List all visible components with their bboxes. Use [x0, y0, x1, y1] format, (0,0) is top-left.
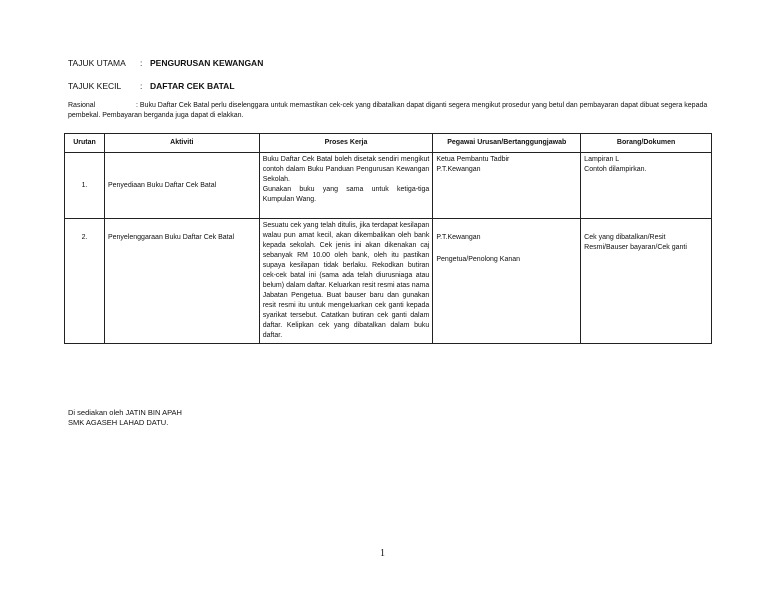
prepared-by-school: SMK AGASEH LAHAD DATU. [68, 418, 169, 427]
row-aktiviti: Penyelenggaraan Buku Daftar Cek Batal [104, 219, 259, 344]
proses-paragraph: Sesuatu cek yang telah ditulis, jika terdapat kesilapan walau pun amat kecil, akan dikembalikan oleh bank kepada sekolah. Cek jenis ini akan dikenakan caj sebanyak RM 10.00 oleh bank, oleh itu pastikan supaya kesilapan tidak berlaku. Rekodkan butiran cek-cek batal ini (sama ada telah diurusniaga atau belum) dalam daftar. Keluarkan resit resmi atas nama Jabatan Pengetua. Buat bauser baru dan gunakan resit resmi itu untuk mengeluarkan cek ganti kepada syarikat tersebut. Catatkan butiran cek ganti dalam daftar. Kelipkan cek yang dibatalkan dalam buku daftar. [262, 222, 430, 339]
rasional-label: Rasional [68, 102, 96, 109]
proses-paragraph: Buku Daftar Cek Batal boleh disetak sendiri mengikut contoh dalam Buku Panduan Pengurusan Kewangan Sekolah. [262, 156, 430, 183]
header-pegawai: Pegawai Urusan/Bertanggungjawab [433, 134, 581, 153]
rasional-text: : Buku Daftar Cek Batal perlu diselenggara untuk memastikan cek-cek yang dibatalkan dapat diganti segera mengikut prosedur yang betul dan pembayaran dapat dibuat segera kepada pembekal. Pembayaran berganda juga dapat di elakkan. [68, 102, 708, 119]
tajuk-kecil-row [68, 81, 235, 91]
tajuk-utama-row [68, 58, 263, 68]
tajuk-kecil-value: DAFTAR CEK BATAL [150, 81, 235, 91]
header-borang: Borang/Dokumen [581, 134, 712, 153]
row-urutan: 1. [65, 153, 105, 219]
header-aktiviti: Aktiviti [104, 134, 259, 153]
table-row [65, 153, 712, 219]
tajuk-kecil-label: TAJUK KECIL [68, 81, 122, 91]
row-urutan: 2. [65, 219, 105, 344]
tajuk-kecil-colon: : [140, 81, 143, 91]
rasional-paragraph [68, 101, 718, 121]
table-row [65, 219, 712, 344]
pegawai-line: Pengetua/Penolong Kanan [436, 256, 521, 263]
row-aktiviti: Penyediaan Buku Daftar Cek Batal [104, 153, 259, 219]
prepared-by [68, 408, 182, 428]
tajuk-utama-value: PENGURUSAN KEWANGAN [150, 58, 264, 68]
pegawai-line: P.T.Kewangan [436, 234, 481, 241]
row-proses-kerja [259, 153, 433, 219]
row-borang [581, 219, 712, 344]
page-number: 1 [380, 548, 385, 559]
borang-line: Cek yang dibatalkan/Resit Resmi/Bauser bayaran/Cek ganti [584, 234, 687, 251]
prepared-by-name: Di sediakan oleh JATIN BIN APAH [68, 408, 182, 417]
row-borang [581, 153, 712, 219]
header-proses-kerja: Proses Kerja [259, 134, 433, 153]
procedure-table [64, 133, 712, 344]
row-pegawai [433, 219, 581, 344]
tajuk-utama-label: TAJUK UTAMA [68, 58, 126, 68]
pegawai-line: Ketua Pembantu Tadbir [436, 156, 510, 163]
borang-line: Contoh dilampirkan. [584, 166, 647, 173]
tajuk-utama-colon: : [140, 58, 143, 68]
table-header-row [65, 134, 712, 153]
row-pegawai [433, 153, 581, 219]
row-proses-kerja [259, 219, 433, 344]
header-urutan: Urutan [65, 134, 105, 153]
pegawai-line: P.T.Kewangan [436, 166, 481, 173]
borang-line: Lampiran L [584, 156, 620, 163]
proses-paragraph: Gunakan buku yang sama untuk ketiga-tiga Kumpulan Wang. [262, 186, 430, 203]
